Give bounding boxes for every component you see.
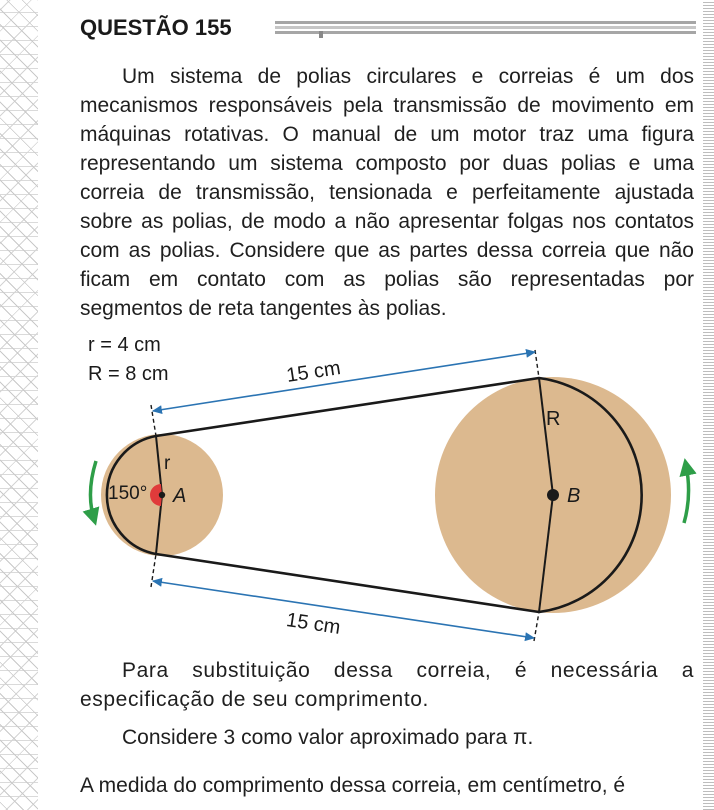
question-prompt: A medida do comprimento dessa correia, em centímetro, é <box>80 774 626 797</box>
rotation-arrow-left <box>90 461 96 519</box>
rotation-arrow-right <box>684 465 689 523</box>
decorative-right-border <box>703 0 714 810</box>
top-distance-label: 15 cm <box>284 357 343 388</box>
title-rule <box>275 21 696 35</box>
bottom-dimension-arrow <box>153 581 534 638</box>
small-radius-label: r = 4 cm <box>88 334 161 356</box>
center-A-label: A <box>173 485 187 507</box>
large-radius-label: R = 8 cm <box>88 363 169 385</box>
bottom-distance-label: 15 cm <box>284 609 342 639</box>
intro-paragraph: Um sistema de polias circulares e correias é um dos mecanismos responsáveis pela transmissão de movimento em máquinas rotativas. O manual de um motor traz uma figura representando um sistema composto por duas polias e uma correia de transmissão, tensionada e perfeitamente ajustada sobre as polias, de modo a não apresentar folgas nos contatos com as polias. Considere que as partes dessa correia que não ficam em contato com as polias são representadas por segmentos de reta tangentes às polias. <box>80 65 694 320</box>
center-B-label: B <box>567 485 581 507</box>
decorative-left-border <box>0 0 38 810</box>
center-B-point <box>547 489 559 501</box>
extension-line <box>151 405 156 436</box>
center-A-point <box>159 492 165 498</box>
top-dimension-arrow <box>153 352 535 411</box>
question-header <box>80 14 696 44</box>
replacement-paragraph: Para substituição dessa correia, é necessária a especificação de seu comprimento. <box>80 659 694 711</box>
large-radius-symbol: R <box>546 408 561 430</box>
angle-label: 150° <box>108 483 148 504</box>
small-radius-symbol: r <box>164 453 171 474</box>
question-title: QUESTÃO 155 <box>80 15 232 40</box>
pi-note: Considere 3 como valor aproximado para π. <box>122 726 534 749</box>
pulley-diagram <box>80 325 700 650</box>
